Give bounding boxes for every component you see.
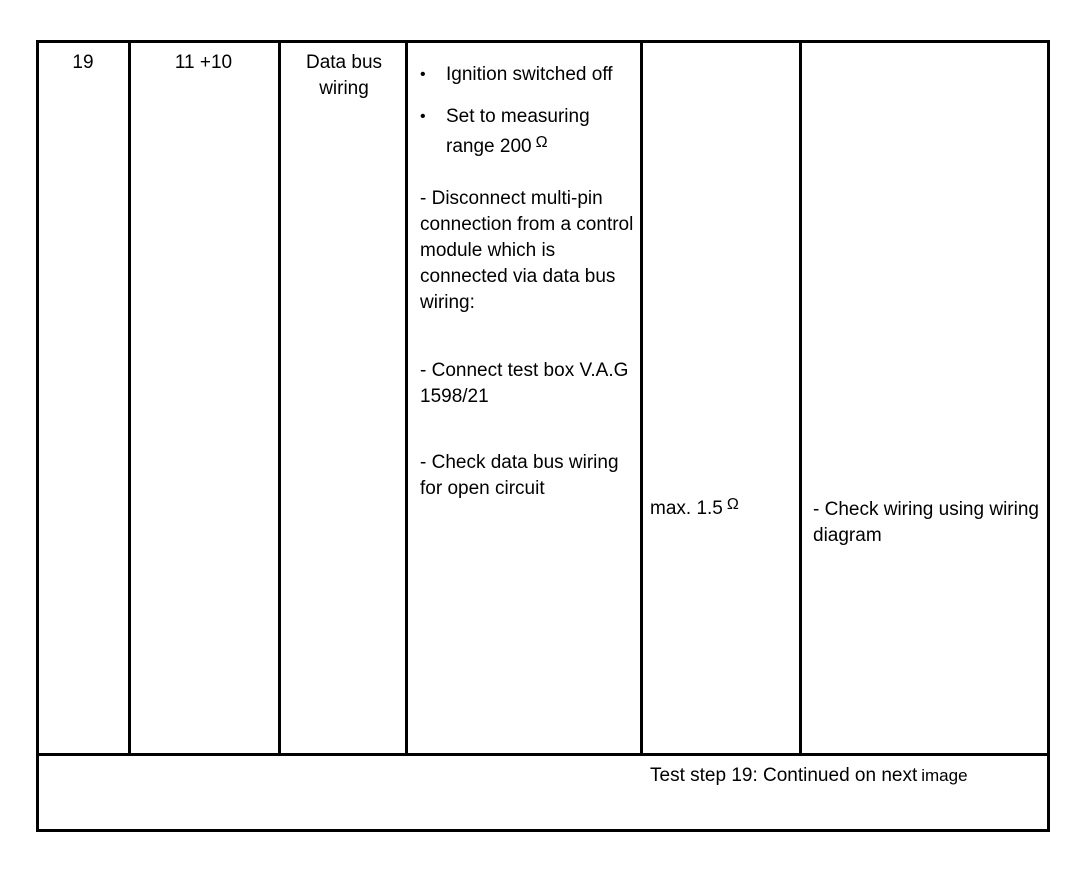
column-divider: [405, 40, 408, 756]
ohm-symbol: Ω: [726, 496, 739, 513]
step-disconnect: - Disconnect multi-pin connection from a control module which is connected via data bus wiring:: [420, 188, 634, 313]
column-divider: [640, 40, 643, 756]
remedy-cell: - Check wiring using wiring diagram: [813, 499, 1039, 546]
row-divider: [36, 753, 1050, 756]
bullet-item: • Set to measuring range 200 $^\Omega$: [410, 104, 626, 160]
conditions-cell: [420, 62, 636, 502]
step-connect-test-box: - Connect test box V.A.G 1598/21: [420, 360, 629, 407]
test-step-cell: 19: [72, 52, 94, 73]
step-check-open-circuit: - Check data bus wiring for open circuit: [420, 452, 619, 499]
component-cell: Data bus wiring: [305, 52, 383, 99]
ohm-symbol: Ω: [535, 134, 548, 151]
bullet-item: • Ignition switched off: [410, 62, 626, 88]
column-divider: [128, 40, 131, 756]
terminals-cell: 11 +10: [174, 52, 233, 73]
conditions-bullets: [420, 62, 636, 160]
specified-value-cell: max. 1.5 $^\Omega$: [650, 496, 739, 519]
continuation-note: Test step 19: Continued on next image: [650, 765, 968, 786]
column-divider: [278, 40, 281, 756]
column-divider: [799, 40, 802, 756]
